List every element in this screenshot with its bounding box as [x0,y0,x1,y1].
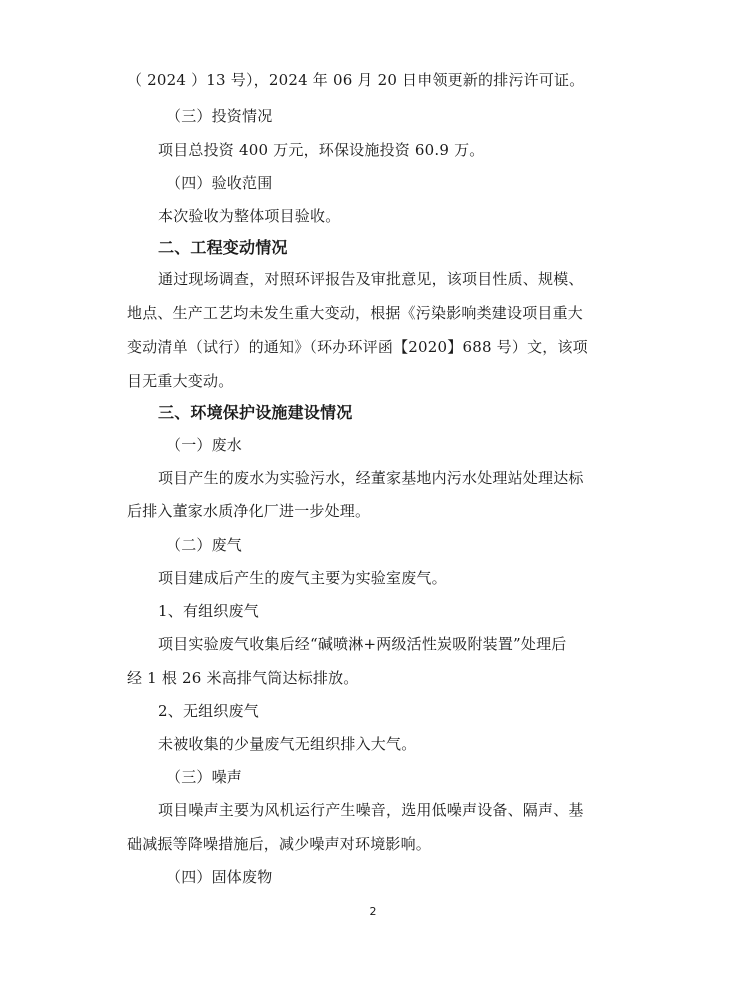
section-heading: （一）废水 [166,436,243,454]
text-line: （ 2024 ）13 号），2024 年 06 月 20 日申领更新的排污许可证。 [127,71,585,89]
text-line: 础减振等降噪措施后，减少噪声对环境影响。 [127,835,432,853]
section-heading: （四）验收范围 [166,174,273,192]
text-line: 经 1 根 26 米高排气筒达标排放。 [127,669,359,687]
text-line: 项目产生的废水为实验污水，经董家基地内污水处理站处理达标 [158,469,584,487]
section-heading: （三）噪声 [166,768,243,786]
text-line: 项目噪声主要为风机运行产生噪音，选用低噪声设备、隔声、基 [158,801,584,819]
text-line: 目无重大变动。 [127,372,234,390]
text-line: 未被收集的少量废气无组织排入大气。 [158,735,417,753]
subsection-heading: 1、有组织废气 [158,602,259,620]
subsection-heading: 2、无组织废气 [158,702,259,720]
text-line: 本次验收为整体项目验收。 [158,207,341,225]
text-line: 变动清单（试行）的通知》（环办环评函【2020】688 号）文，该项 [127,338,588,356]
section-heading: （三）投资情况 [166,107,273,125]
page-number: 2 [369,905,377,918]
text-line: 地点、生产工艺均未发生重大变动，根据《污染影响类建设项目重大 [127,304,584,322]
chapter-heading: 三、环境保护设施建设情况 [158,403,353,422]
text-line: 通过现场调查，对照环评报告及审批意见，该项目性质、规模、 [158,270,584,288]
chapter-heading: 二、工程变动情况 [158,238,288,257]
text-line: 后排入董家水质净化厂进一步处理。 [127,502,371,520]
text-line: 项目建成后产生的废气主要为实验室废气。 [158,569,447,587]
text-line: 项目总投资 400 万元，环保设施投资 60.9 万。 [158,141,485,159]
section-heading: （二）废气 [166,536,243,554]
text-line: 项目实验废气收集后经“碱喷淋+两级活性炭吸附装置”处理后 [158,635,567,653]
section-heading: （四）固体废物 [166,868,273,886]
